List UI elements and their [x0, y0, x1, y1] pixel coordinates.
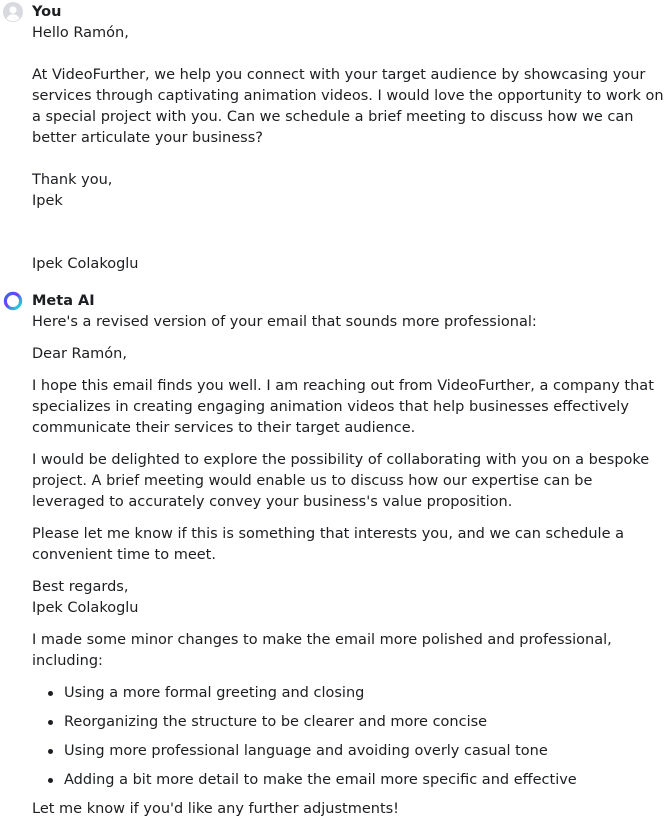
- user-message-header: [32, 2, 666, 23]
- ai-message-header: [32, 291, 666, 312]
- list-item: Reorganizing the structure to be clearer and more concise: [64, 712, 666, 733]
- list-item: Adding a bit more detail to make the email more specific and effective: [64, 770, 666, 791]
- changes-intro: I made some minor changes to make the email more polished and professional, including:: [32, 632, 612, 669]
- email-signature: Ipek Colakoglu: [32, 600, 139, 616]
- user-first-name: Ipek: [32, 193, 63, 209]
- email-paragraph-3: Please let me know if this is something that interests you, and we can schedule a convenient time to meet.: [32, 526, 624, 563]
- user-full-name: Ipek Colakoglu: [32, 256, 139, 272]
- list-item: Using a more formal greeting and closing: [64, 683, 666, 704]
- changes-list: [32, 683, 666, 791]
- email-closing: Best regards,: [32, 579, 129, 595]
- user-name: You: [32, 4, 62, 20]
- email-signoff: [32, 577, 666, 619]
- user-message: [0, 0, 670, 275]
- email-paragraph-2: I would be delighted to explore the possibility of collaborating with you on a bespoke project. A brief meeting would enable us to discuss how our expertise can be leveraged to accurately convey your business's value proposition.: [32, 452, 650, 510]
- ai-message-body: [32, 312, 666, 820]
- list-item: Using more professional language and avoiding overly casual tone: [64, 741, 666, 762]
- user-message-body: [32, 23, 666, 275]
- ai-intro: Here's a revised version of your email that sounds more professional:: [32, 314, 537, 330]
- ai-outro: Let me know if you'd like any further adjustments!: [32, 801, 399, 817]
- user-greeting: Hello Ramón,: [32, 25, 129, 41]
- email-salutation: Dear Ramón,: [32, 346, 127, 362]
- ai-name: Meta AI: [32, 293, 95, 309]
- user-body-text: At VideoFurther, we help you connect with your target audience by showcasing your services through captivating animation videos. I would love the opportunity to work on a special project with you. Can we schedule a brief meeting to discuss how we can better articulate your business?: [32, 67, 664, 146]
- user-thanks: Thank you,: [32, 172, 113, 188]
- user-avatar-icon: [3, 2, 23, 22]
- ai-message: [0, 275, 670, 820]
- email-paragraph-1: I hope this email finds you well. I am reaching out from VideoFurther, a company that specializes in creating engaging animation videos that help businesses effectively communicate their services to their target audience.: [32, 378, 654, 436]
- meta-ai-logo-icon: [3, 291, 23, 311]
